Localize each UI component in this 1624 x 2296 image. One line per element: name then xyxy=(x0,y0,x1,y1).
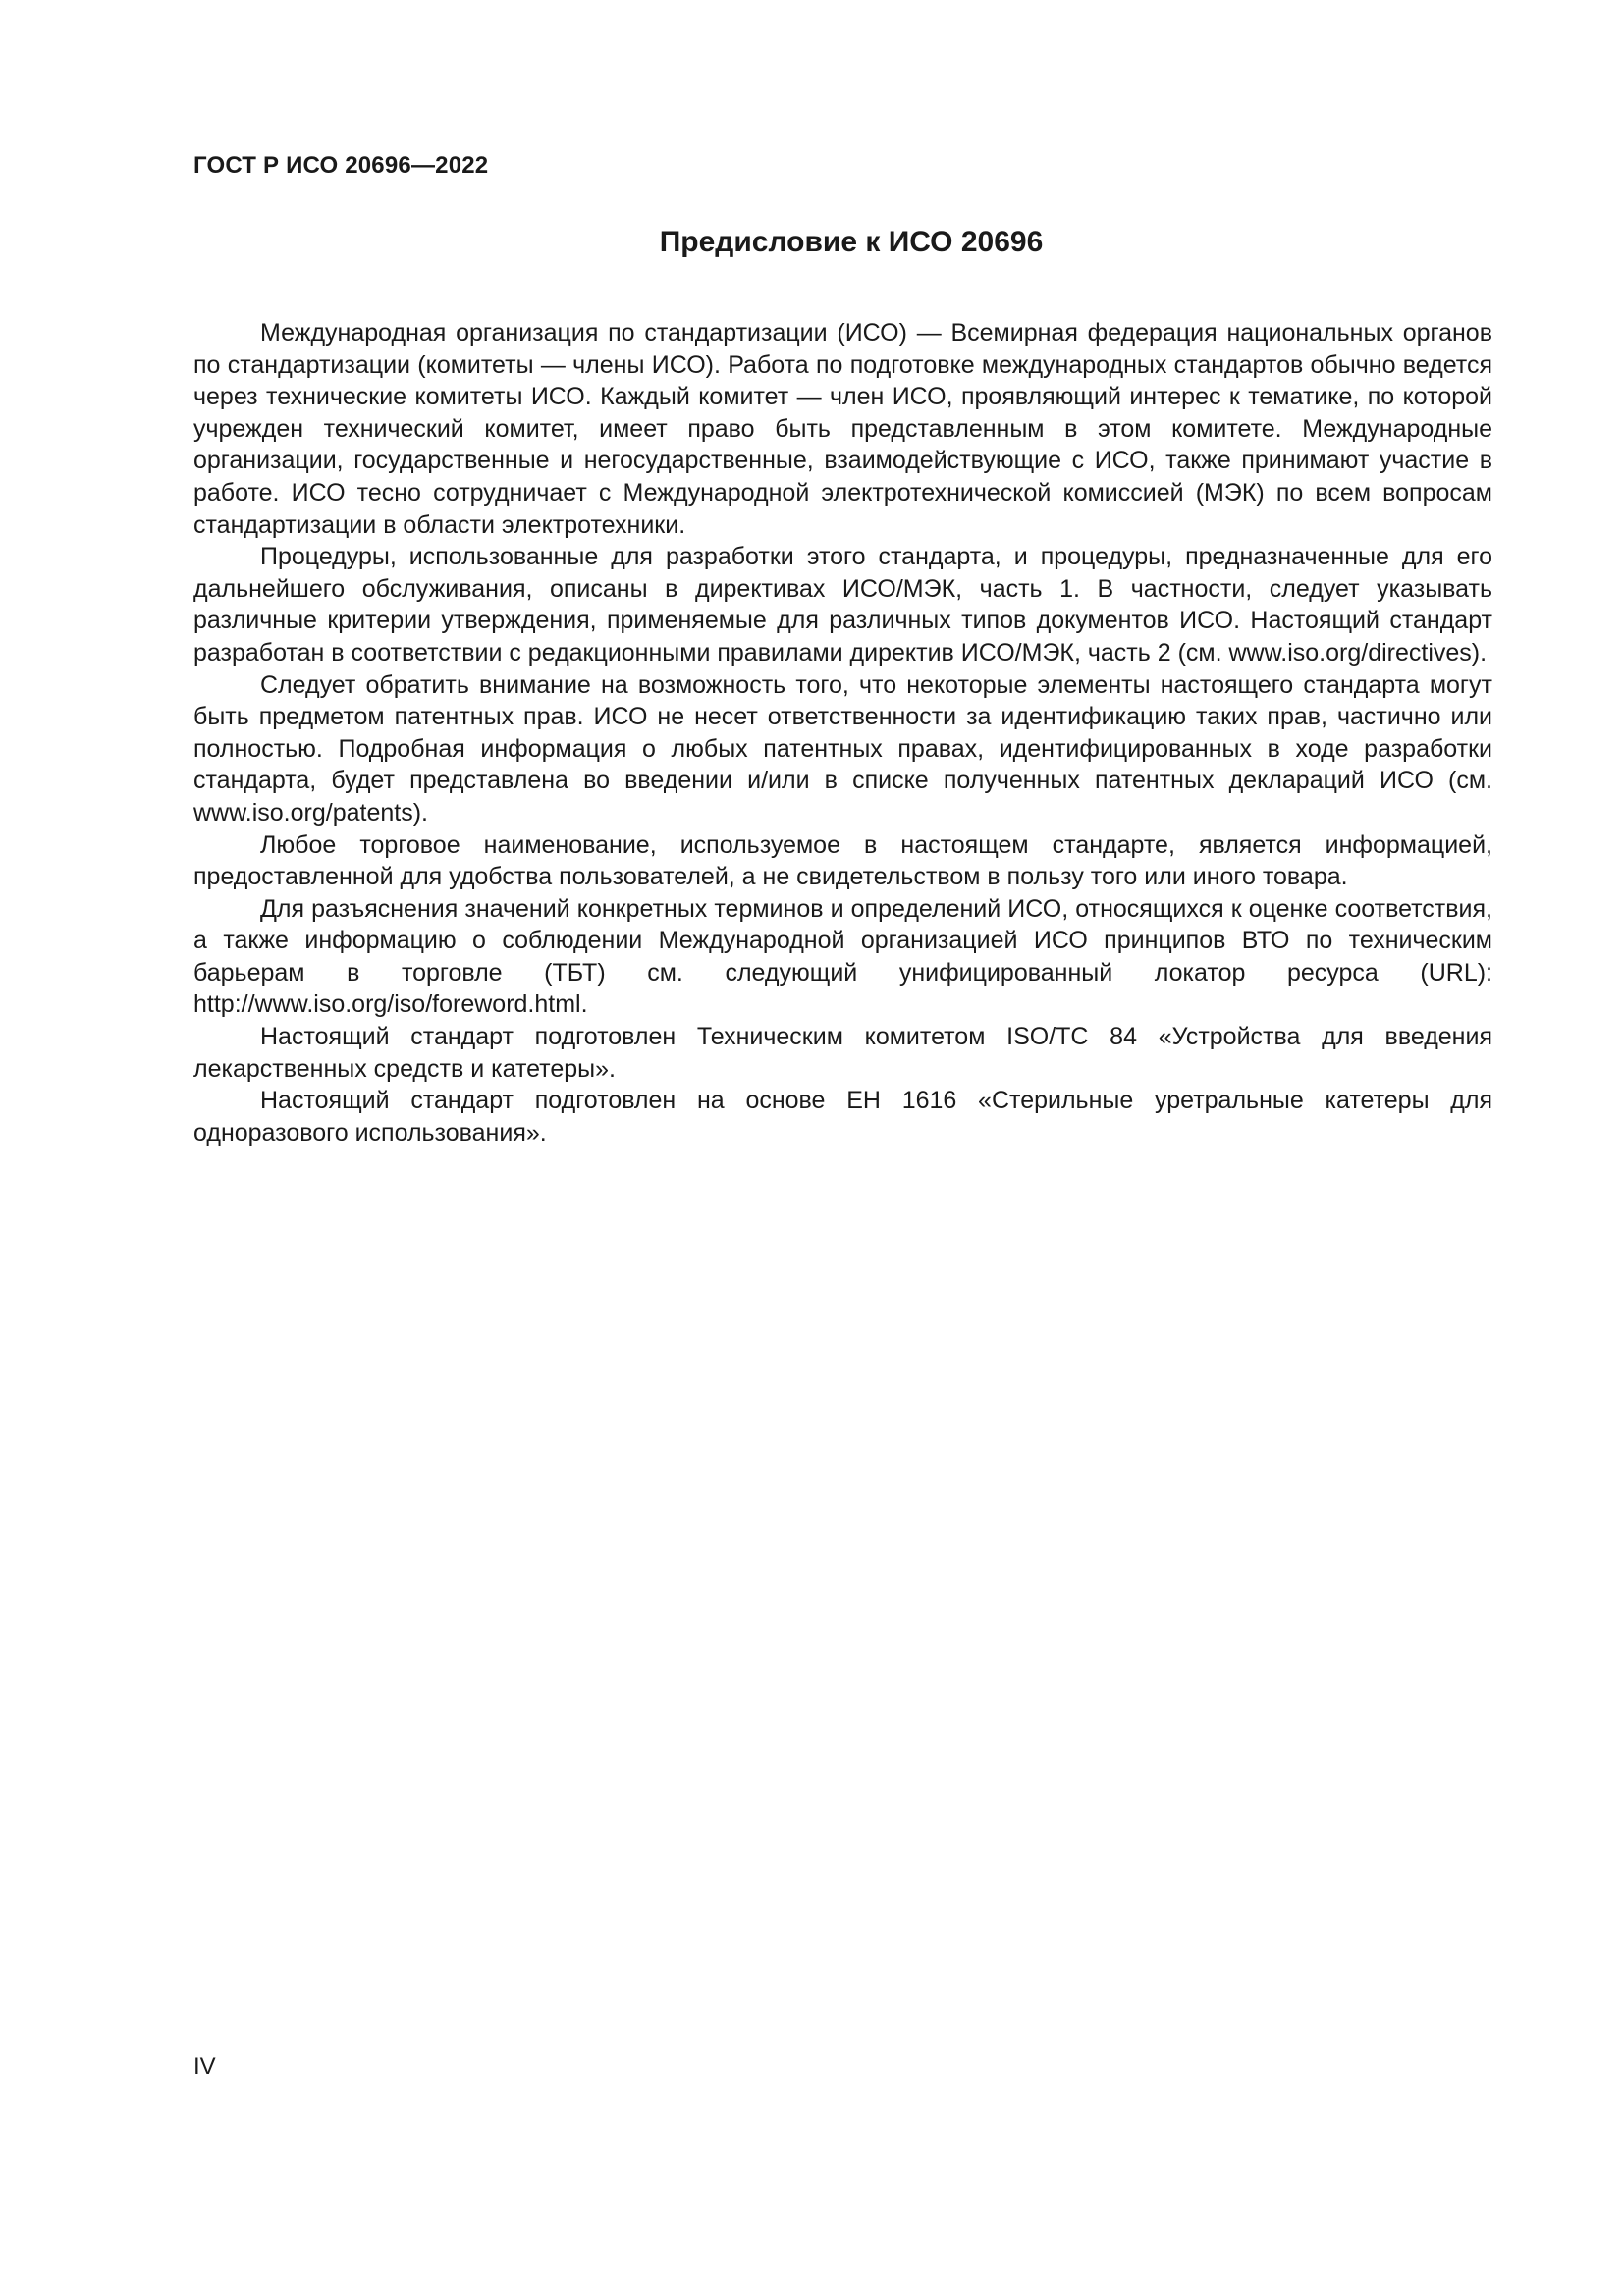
preface-body xyxy=(193,317,1492,1148)
paragraph-procedures: Процедуры, использованные для разработки этого стандарта, и процедуры, предназначенные для его дальнейшего обслуживания, описаны в директивах ИСО/МЭК, часть 1. В частности, следует указывать различные критерии утверждения, применяемые для различных типов документов ИСО. Настоящий стандарт разработан в соответствии с редакционными правилами директив ИСО/МЭК, часть 2 (см. www.iso.org/directives). xyxy=(193,543,1492,667)
preface-title: Предисловие к ИСО 20696 xyxy=(659,226,1044,258)
paragraph-patents: Следует обратить внимание на возможность того, что некоторые элементы настоящего стандарта могут быть предметом патентных прав. ИСО не несет ответственности за идентификацию таких прав, частично или полностью. Подробная информация о любых патентных правах, идентифицированных в ходе разработки стандарта, будет представлена во введении и/или в списке полученных патентных деклараций ИСО (см. www.iso.org/patents). xyxy=(193,670,1492,827)
paragraph-terms-definitions: Для разъяснения значений конкретных терминов и определений ИСО, относящихся к оценке соответствия, а также информацию о соблюдении Международной организацией ИСО принципов ВТО по техническим барьерам в торговле (ТБТ) см. следующий унифицированный локатор ресурса (URL): http://www.iso.org/iso/foreword.html. xyxy=(193,894,1492,1019)
paragraph-basis-standard: Настоящий стандарт подготовлен на основе ЕН 1616 «Стерильные уретральные катетеры для одноразового использования». xyxy=(193,1087,1492,1147)
paragraph-trade-names: Любое торговое наименование, используемое в настоящем стандарте, является информацией, предоставленной для удобства пользователей, а не свидетельством в пользу того или иного товара. xyxy=(193,830,1492,891)
page-number: IV xyxy=(193,2054,216,2080)
paragraph-technical-committee: Настоящий стандарт подготовлен Техническим комитетом ISO/TC 84 «Устройства для введения лекарственных средств и катетеры». xyxy=(193,1023,1492,1083)
paragraph-iso-organization: Международная организация по стандартизации (ИСО) — Всемирная федерация национальных органов по стандартизации (комитеты — члены ИСО). Работа по подготовке международных стандартов обычно ведется через технические комитеты ИСО. Каждый комитет — член ИСО, проявляющий интерес к тематике, по которой учрежден технический комитет, имеет право быть представленным в этом комитете. Международные организации, государственные и негосударственные, взаимодействующие с ИСО, также принимают участие в работе. ИСО тесно сотрудничает с Международной электротехнической комиссией (МЭК) по всем вопросам стандартизации в области электротехники. xyxy=(193,319,1492,539)
document-code: ГОСТ Р ИСО 20696—2022 xyxy=(193,152,489,179)
